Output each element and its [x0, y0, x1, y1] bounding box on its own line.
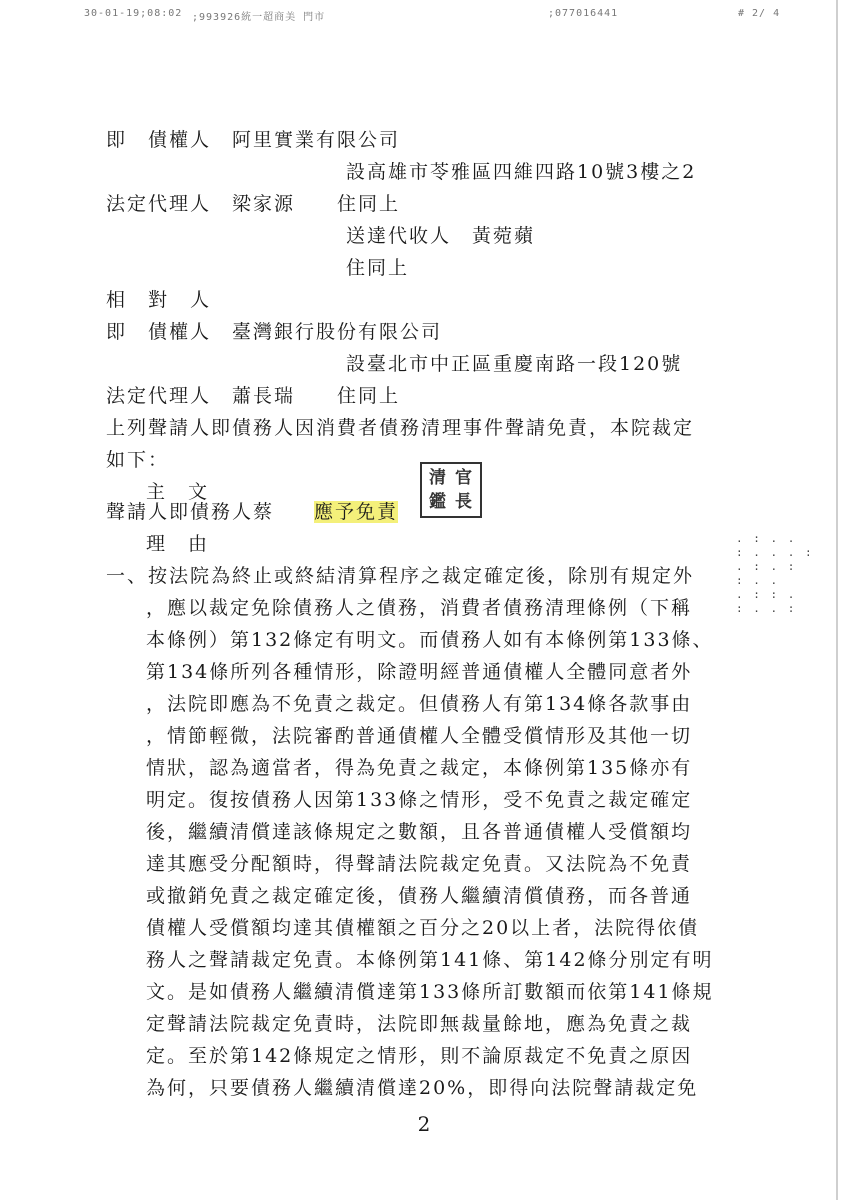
reason-line-11: 或撤銷免責之裁定確定後，債務人繼續清償債務，而各普通 — [146, 885, 693, 907]
scan-edge — [836, 0, 838, 1200]
scan-specks: . : . . : . . . : . : . : : . . . : : . : . . : — [736, 532, 814, 615]
reason-line-14: 文。是如債務人繼續清償達第133條所訂數額而依第141條規 — [146, 981, 714, 1003]
fax-header — [0, 8, 848, 24]
creditor1-agent-address: 住同上 — [346, 257, 410, 279]
ruling-text — [106, 500, 398, 524]
page-number: 2 — [417, 1112, 431, 1136]
reason-line-9: 後，繼續清償達該條規定之數額，且各普通債權人受償額均 — [146, 821, 693, 843]
court-seal: 清 官 鑑 長 — [420, 462, 482, 518]
creditor1-service-agent: 送達代收人 黃菀蘋 — [346, 225, 536, 247]
fax-sender: ;993926統一超商美 門市 — [192, 12, 326, 23]
reason-line-5: ，法院即應為不免責之裁定。但債務人有第134條各款事由 — [146, 693, 693, 715]
reason-line-17: 為何，只要債務人繼續清償達20%，即得向法院聲請裁定免 — [146, 1077, 699, 1099]
creditor1-representative: 法定代理人 梁家源 住同上 — [106, 193, 401, 215]
fax-page: # 2/ 4 — [738, 8, 781, 19]
reason-line-15: 定聲請法院裁定免責時，法院即無裁量餘地，應為免責之裁 — [146, 1013, 693, 1035]
creditor2-line: 即 債權人 臺灣銀行股份有限公司 — [106, 321, 443, 343]
reason-line-13: 務人之聲請裁定免責。本條例第141條、第142條分別定有明 — [146, 949, 714, 971]
intro-line-2: 如下： — [106, 449, 170, 471]
reason-line-7: 情狀，認為適當者，得為免責之裁定，本條例第135條亦有 — [146, 757, 693, 779]
reason-line-10: 達其應受分配額時，得聲請法院裁定免責。又法院為不免責 — [146, 853, 693, 875]
ruling-highlight: 應予免責 — [314, 501, 399, 523]
reason-line-12: 債權人受償額均達其債權額之百分之20以上者，法院得依債 — [146, 917, 700, 939]
reason-line-1: 一、按法院為終止或終結清算程序之裁定確定後，除別有規定外 — [106, 565, 695, 587]
fax-number: ;077016441 — [548, 8, 619, 19]
creditor2-representative: 法定代理人 蕭長瑞 住同上 — [106, 385, 401, 407]
reason-line-2: ，應以裁定免除債務人之債務，消費者債務清理條例（下稱 — [146, 597, 693, 619]
ruling-applicant: 聲請人即債務人蔡 — [106, 501, 275, 523]
reason-line-6: ，情節輕微，法院審酌普通債權人全體受償情形及其他一切 — [146, 725, 693, 747]
creditor1-line: 即 債權人 阿里實業有限公司 — [106, 129, 401, 151]
fax-date-time: 30-01-19;08:02 — [84, 8, 183, 19]
reason-line-4: 第134條所列各種情形，除證明經普通債權人全體同意者外 — [146, 661, 693, 683]
reasons-heading: 理 由 — [146, 533, 210, 555]
intro-line-1: 上列聲請人即債務人因消費者債務清理事件聲請免責，本院裁定 — [106, 417, 695, 439]
redacted-name — [274, 504, 314, 522]
creditor1-address: 設高雄市苓雅區四維四路10號3樓之2 — [346, 161, 697, 183]
respondent-label: 相 對 人 — [106, 289, 212, 311]
creditor2-address: 設臺北市中正區重慶南路一段120號 — [346, 353, 683, 375]
reason-line-8: 明定。復按債務人因第133條之情形，受不免責之裁定確定 — [146, 789, 693, 811]
reason-line-3: 本條例）第132條定有明文。而債務人如有本條例第133條、 — [146, 629, 714, 651]
reason-line-16: 定。至於第142條規定之情形，則不論原裁定不免責之原因 — [146, 1045, 693, 1067]
ruling-heading: 主 文 — [146, 481, 210, 503]
